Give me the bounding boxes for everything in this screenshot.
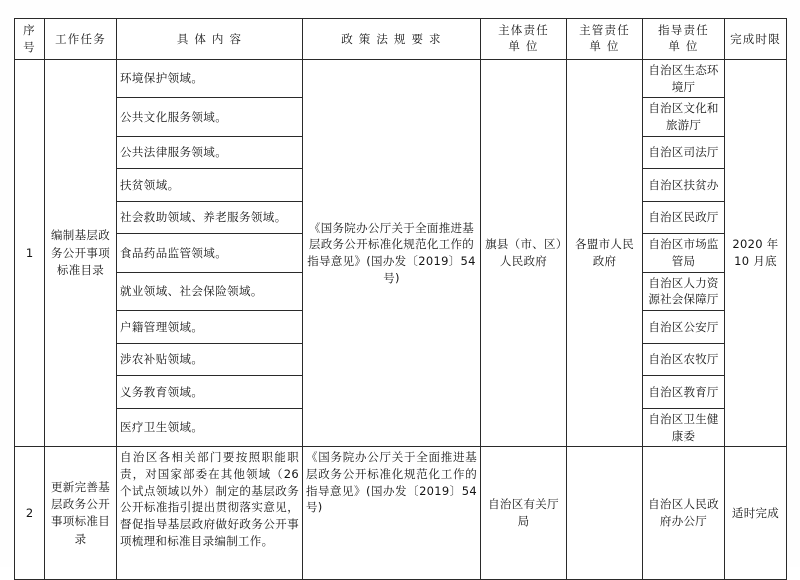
header-guide-unit: [643, 19, 725, 60]
header-content: 具 体 内 容: [117, 19, 303, 60]
guide-item: 自治区民政厅: [643, 201, 725, 234]
header-guide-line1: 指导责任: [658, 23, 709, 38]
guide-item: 自治区市场监管局: [643, 234, 725, 272]
content-item: 医疗卫生领域。: [117, 408, 303, 446]
row-task: 编制基层政务公开事项标准目录: [45, 60, 117, 447]
row-subject-unit: 旗县（市、区）人民政府: [481, 60, 567, 447]
row-manage-unit: 各盟市人民政府: [567, 60, 643, 447]
header-subject-unit: [481, 19, 567, 60]
guide-item: 自治区文化和旅游厅: [643, 98, 725, 136]
guide-item: 自治区生态环境厅: [643, 60, 725, 98]
guide-item: 自治区教育厅: [643, 376, 725, 409]
guide-item: 自治区农牧厅: [643, 343, 725, 376]
content-item: 义务教育领域。: [117, 376, 303, 409]
header-guide-line2: 单 位: [668, 39, 699, 53]
row-due: 适时完成: [725, 447, 787, 580]
guide-item: 自治区卫生健康委: [643, 408, 725, 446]
table-header: [15, 19, 787, 60]
header-due: 完成时限: [725, 19, 787, 60]
header-manage-unit: [567, 19, 643, 60]
content-item: 食品药品监管领域。: [117, 234, 303, 272]
content-item: 公共文化服务领域。: [117, 98, 303, 136]
row-guide-unit: 自治区人民政府办公厅: [643, 447, 725, 580]
content-item: 环境保护领域。: [117, 60, 303, 98]
header-manage-line1: 主管责任: [579, 23, 630, 38]
row-due: 2020 年 10 月底: [725, 60, 787, 447]
row-number: 1: [15, 60, 45, 447]
content-item: 就业领域、社会保险领域。: [117, 272, 303, 310]
table-row: [15, 60, 787, 98]
header-policy: 政 策 法 规 要 求: [303, 19, 481, 60]
header-subject-line2: 单 位: [508, 39, 539, 53]
content-item: 扶贫领域。: [117, 169, 303, 202]
table-body: [15, 60, 787, 580]
table-row: [15, 447, 787, 580]
guide-item: 自治区人力资源社会保障厅: [643, 272, 725, 310]
guide-item: 自治区司法厅: [643, 136, 725, 169]
guide-item: 自治区扶贫办: [643, 169, 725, 202]
content-item: 公共法律服务领域。: [117, 136, 303, 169]
header-task: 工作任务: [45, 19, 117, 60]
row-content: 自治区各相关部门要按照职能职责，对国家部委在其他领域（26 个试点领域以外）制定的基层政务公开标准指引提出贯彻落实意见，督促指导基层政府做好政务公开事项梳理和标准目录编制工作。: [117, 447, 303, 580]
row-manage-unit: [567, 447, 643, 580]
content-item: 户籍管理领域。: [117, 311, 303, 344]
row-policy: 《国务院办公厅关于全面推进基层政务公开标准化规范化工作的指导意见》(国办发〔2019〕54 号): [303, 60, 481, 447]
header-num: 序 号: [15, 19, 45, 60]
guide-item: 自治区公安厅: [643, 311, 725, 344]
row-task: 更新完善基层政务公开事项标准目录: [45, 447, 117, 580]
row-policy: 《国务院办公厅关于全面推进基层政务公开标准化规范化工作的指导意见》(国办发〔2019〕54 号): [303, 447, 481, 580]
policy-task-table: [14, 18, 787, 580]
header-subject-line1: 主体责任: [498, 23, 549, 38]
row-number: 2: [15, 447, 45, 580]
header-manage-line2: 单 位: [589, 39, 620, 53]
content-item: 社会救助领域、养老服务领域。: [117, 201, 303, 234]
content-item: 涉农补贴领域。: [117, 343, 303, 376]
row-subject-unit: 自治区有关厅局: [481, 447, 567, 580]
